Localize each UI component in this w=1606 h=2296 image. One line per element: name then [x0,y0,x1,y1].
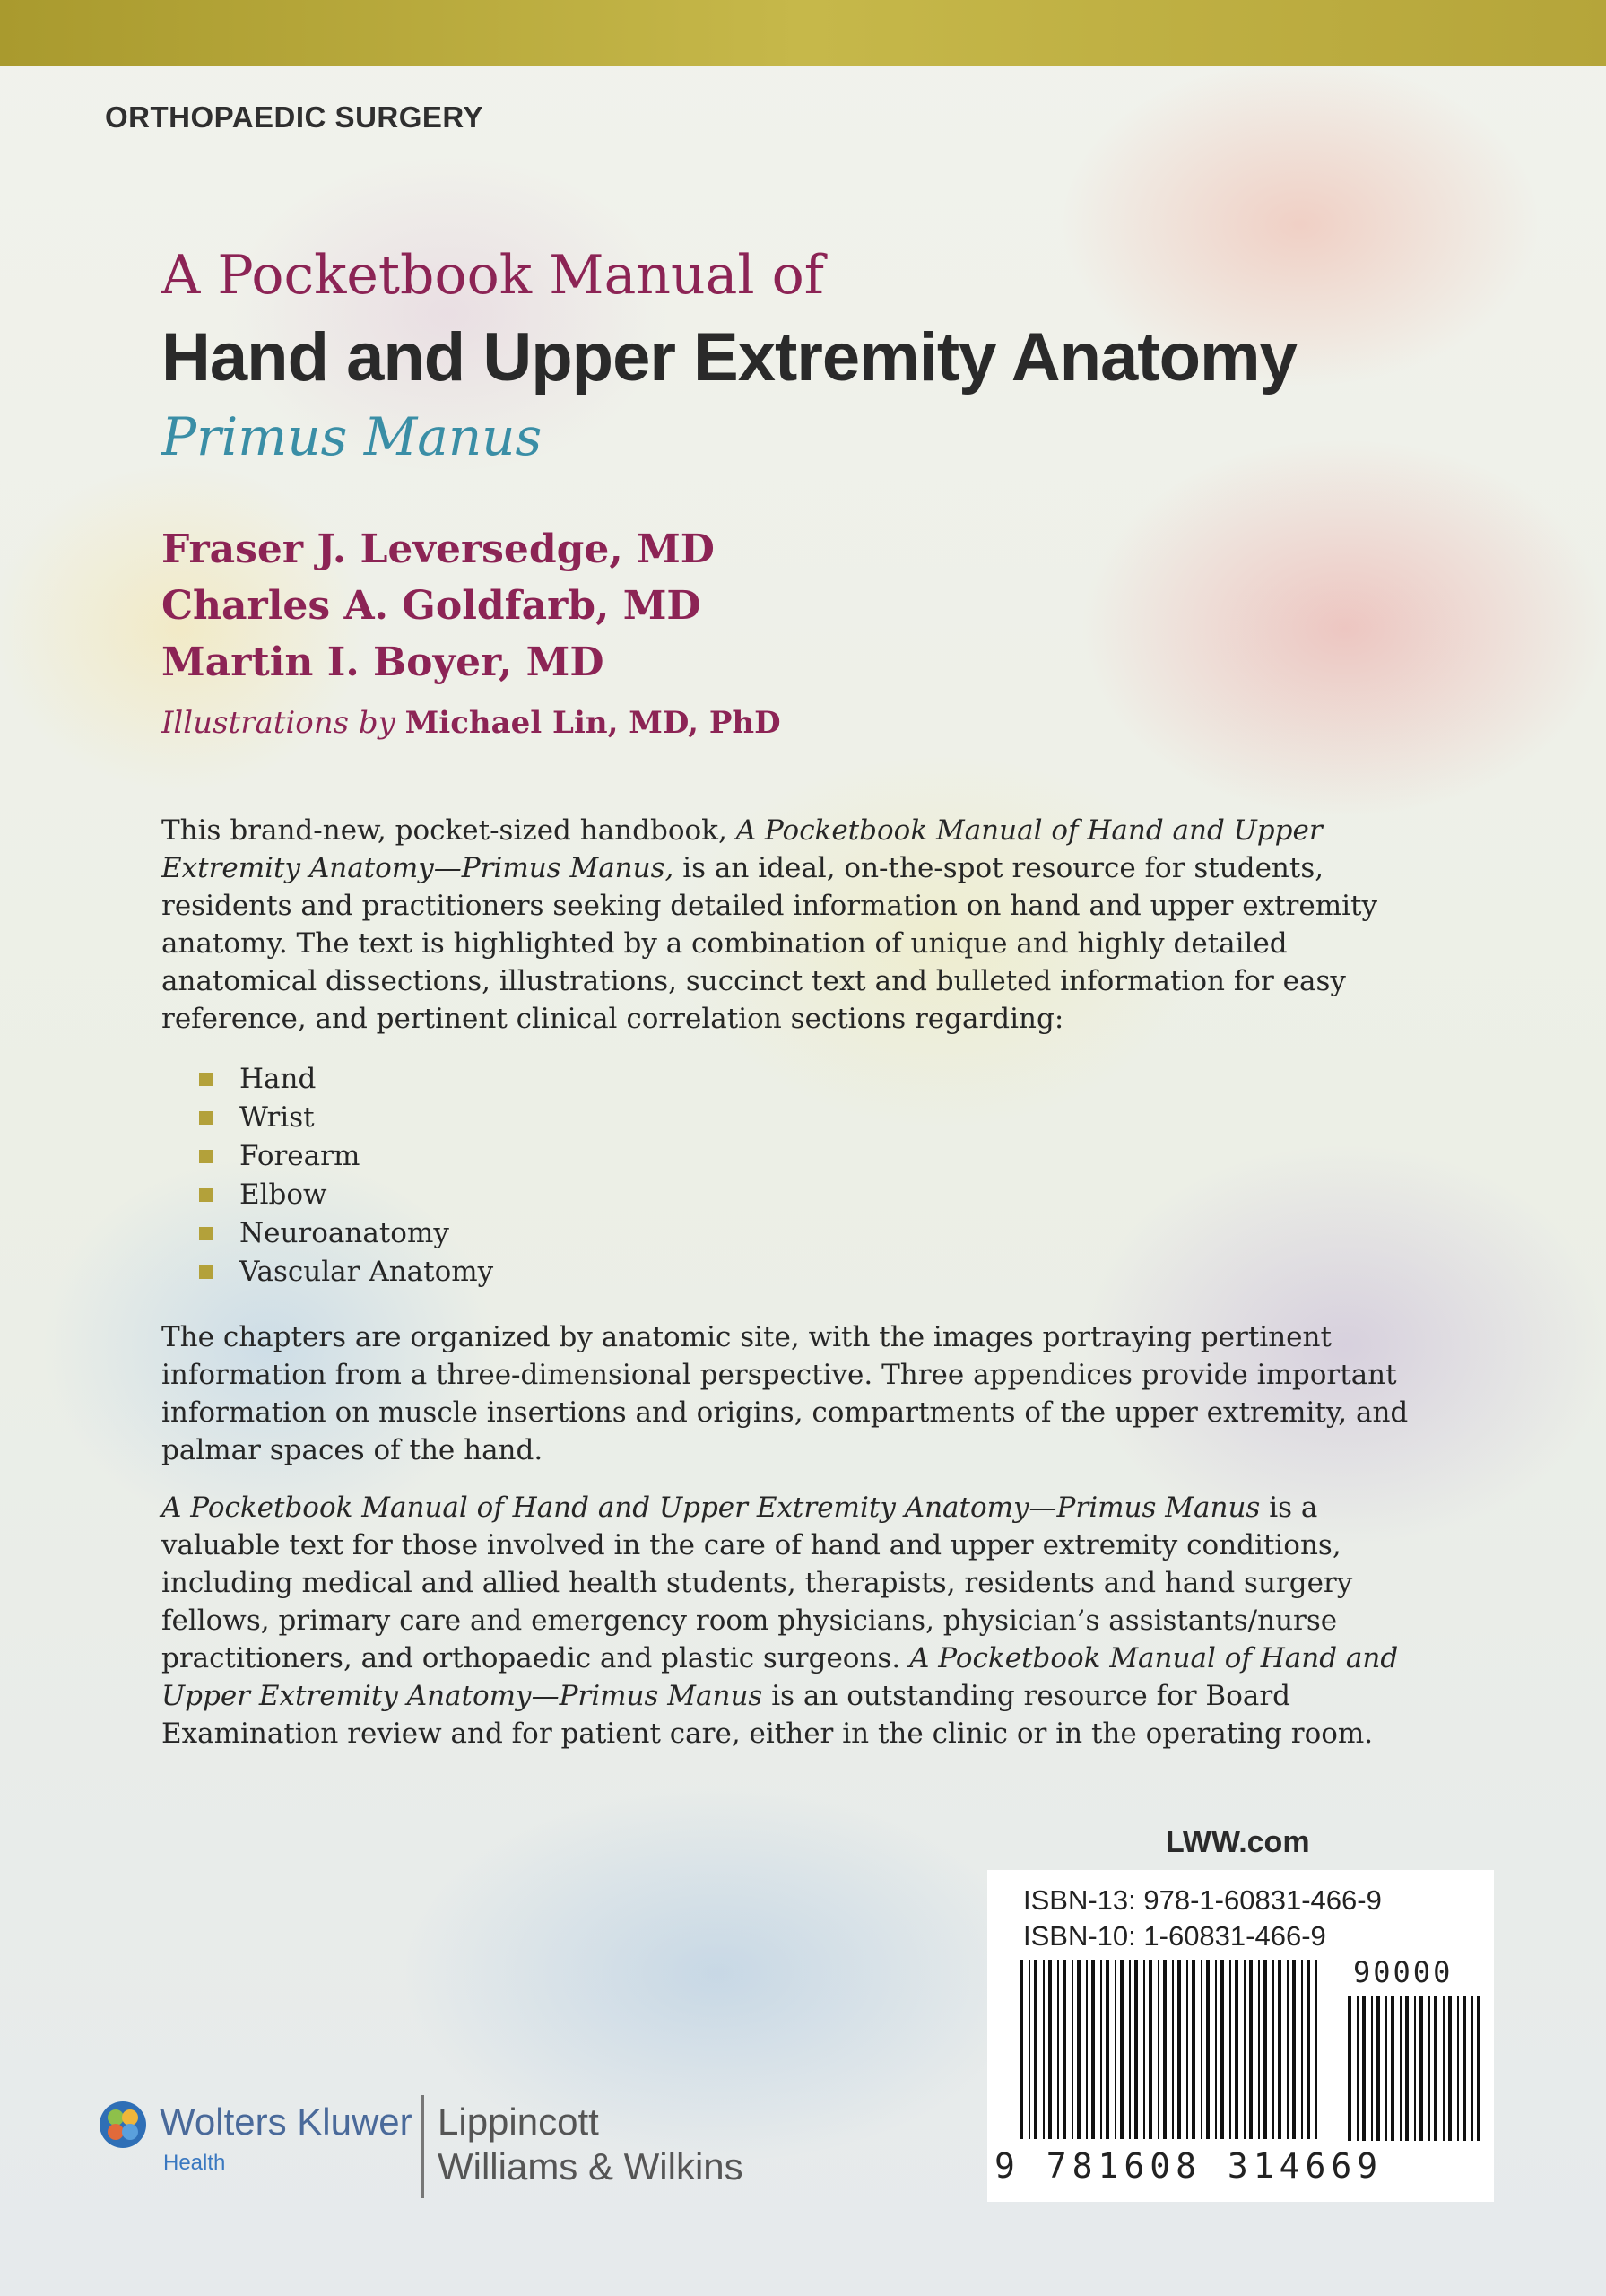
barcode-bar [1215,1960,1217,2139]
book-subtitle: Primus Manus [161,406,543,467]
isbn-10: ISBN-10: 1-60831-466-9 [1023,1920,1326,1952]
barcode-bar [1201,1960,1202,2139]
imprint-line-2: Williams & Wilkins [438,2145,743,2187]
barcode-bar [1357,1996,1359,2141]
publisher-division: Health [163,2151,226,2175]
description-text: is a valuable text for those involved in the care of hand and upper extremity conditions, including medical and allied health students, therapists, residents and hand surgery fellows, primary care and emergency room physicians, physician’s assistants/nurse practitioners, and orthopaedic and plastic surgeons. [161,1492,1353,1674]
author-2: Charles A. Goldfarb, MD [161,583,701,629]
barcode-bar [1348,1996,1351,2141]
bullet-square-icon [199,1227,213,1240]
description-paragraph-1 [161,812,1444,1038]
list-item: Hand [199,1060,493,1099]
topics-list [199,1060,493,1292]
illustrator-name: Michael Lin, MD, PhD [404,705,781,741]
barcode-bar [1315,1960,1317,2139]
imprint-line-1: Lippincott [438,2100,599,2143]
author-1: Fraser J. Leversedge, MD [161,526,715,572]
barcode-bar [1172,1960,1174,2139]
description-paragraph-3 [161,1489,1444,1752]
barcode-bar [1391,1996,1394,2141]
publisher-logo [97,2088,778,2205]
bullet-square-icon [199,1188,213,1202]
barcode-bar [1043,1960,1045,2139]
barcode-bar [1457,1996,1459,2141]
bullet-square-icon [199,1111,213,1125]
list-item: Vascular Anatomy [199,1253,493,1292]
list-item: Forearm [199,1137,493,1176]
barcode-bar [1100,1960,1102,2139]
barcode-bar [1106,1960,1109,2139]
barcode-bar [1149,1960,1152,2139]
author-3: Martin I. Boyer, MD [161,639,604,685]
barcode-panel [987,1870,1494,2202]
barcode-bar [1020,1960,1023,2139]
barcode-bar [1158,1960,1159,2139]
barcode-bar [1292,1960,1296,2139]
barcode-bar [1086,1960,1088,2139]
barcode-bar [1134,1960,1138,2139]
barcode-bar [1192,1960,1195,2139]
barcode-bar [1258,1960,1260,2139]
barcode-bar [1220,1960,1224,2139]
barcode-bar [1249,1960,1253,2139]
barcode-bar [1229,1960,1231,2139]
description-book-title: A Pocketbook Manual of Hand and Upper Extremity Anatomy—Primus Manus [161,1642,1399,1712]
barcode-bar [1376,1996,1380,2141]
top-color-band [0,0,1606,66]
barcode-bar [1263,1960,1267,2139]
barcode-bar [1034,1960,1037,2139]
description-text: is an outstanding resource for Board Examination review and for patient care, either in the clinic or in the operating room. [161,1680,1374,1750]
illustrator-prefix: Illustrations by [161,705,395,741]
isbn-13: ISBN-13: 978-1-60831-466-9 [1023,1884,1382,1916]
barcode-bar [1405,1996,1409,2141]
barcode-bar [1129,1960,1131,2139]
price-addon-barcode [1348,1996,1482,2141]
bullet-square-icon [199,1265,213,1279]
wolters-kluwer-globe-icon [97,2099,149,2151]
description-book-title: A Pocketbook Manual of Hand and Upper Extremity Anatomy—Primus Manus, [161,814,1323,884]
barcode-bar [1414,1996,1416,2141]
description-text: is an ideal, on-the-spot resource for students, residents and practitioners seeking detailed information on hand and upper extremity anatomy. The text is highlighted by a combination of unique and highly detailed anatomical dissections, illustrations, succinct text and bulleted information for easy reference, and pertinent clinical correlation sections regarding: [161,852,1377,1035]
barcode-bar [1428,1996,1430,2141]
list-item: Wrist [199,1099,493,1137]
barcode-bar [1278,1960,1281,2139]
publisher-parent: Wolters Kluwer [160,2100,412,2143]
barcode-digits: 9 781608 314669 [994,2146,1384,2186]
publisher-website: LWW.com [1166,1825,1310,1859]
barcode-bar [1463,1996,1466,2141]
barcode-bar [1434,1996,1437,2141]
barcode-bar [1048,1960,1052,2139]
barcode-bar [1471,1996,1473,2141]
barcode-bar [1063,1960,1066,2139]
barcode-bar [1235,1960,1238,2139]
barcode-bar [1385,1996,1387,2141]
book-title: Hand and Upper Extremity Anatomy [161,319,1297,396]
barcode-bar [1443,1996,1445,2141]
barcode-bar [1301,1960,1303,2139]
barcode-bar [1057,1960,1059,2139]
barcode-bar [1163,1960,1167,2139]
barcode-bar [1287,1960,1289,2139]
barcode-bar [1371,1996,1373,2141]
barcode-bar [1477,1996,1480,2141]
bullet-square-icon [199,1150,213,1163]
illustrator-credit [161,705,781,741]
barcode-bar [1419,1996,1423,2141]
logo-divider [421,2095,424,2198]
barcode-bar [1143,1960,1145,2139]
barcode-bar [1177,1960,1181,2139]
description-text: This brand-new, pocket-sized handbook, [161,814,727,847]
bullet-square-icon [199,1073,213,1086]
title-prefix: A Pocketbook Manual of [161,244,824,307]
ean-barcode [1020,1960,1320,2139]
barcode-bar [1077,1960,1081,2139]
barcode-bar [1120,1960,1124,2139]
barcode-bar [1029,1960,1030,2139]
barcode-bar [1091,1960,1095,2139]
barcode-bar [1244,1960,1246,2139]
barcode-bar [1272,1960,1274,2139]
list-item: Elbow [199,1176,493,1214]
barcode-bar [1307,1960,1310,2139]
barcode-bar [1362,1996,1366,2141]
barcode-bar [1186,1960,1188,2139]
barcode-bar [1448,1996,1452,2141]
barcode-bar [1115,1960,1116,2139]
description-paragraph-2: The chapters are organized by anatomic site, with the images portraying pertinent information from a three-dimensional perspective. Three appendices provide important information on muscle insertions and origins, compartments of the upper extremity, and palmar spaces of the hand. [161,1321,1409,1466]
category-label: ORTHOPAEDIC SURGERY [105,100,484,134]
description-book-title: A Pocketbook Manual of Hand and Upper Extremity Anatomy—Primus Manus [161,1492,1261,1524]
barcode-bar [1400,1996,1402,2141]
price-code: 90000 [1353,1955,1454,1989]
list-item: Neuroanatomy [199,1214,493,1253]
barcode-bar [1206,1960,1210,2139]
barcode-bar [1072,1960,1073,2139]
